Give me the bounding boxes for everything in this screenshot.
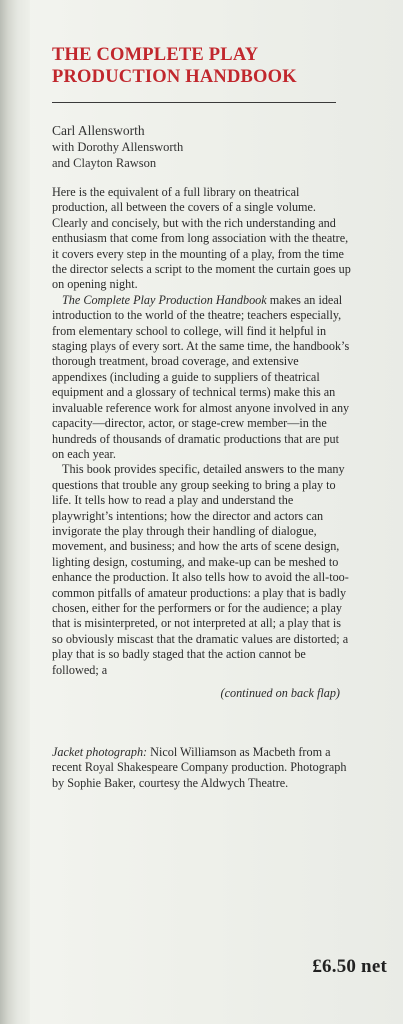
description-paragraph-2	[52, 293, 352, 462]
description-paragraph-3: This book provides specific, detailed answers to the many questions that trouble any group seeking to bring a play to life. It tells how to read a play and understand the playwright’s intentions; how the director and actors can invigorate the play through their handling of dialogue, movement, and business; and how the arts of scene design, lighting design, costuming, and make-up can be meshed to enhance the production. It also tells how to avoid the all-too-common pitfalls of amateur productions: a play that is badly chosen, either for the performers or for the audience; a play that is misinterpreted, or not interpreted at all; a play that is so obviously miscast that the dramatic values are distorted; a play that is so badly staged that the action cannot be followed; a	[52, 462, 349, 677]
photo-credit-label: Jacket photograph:	[52, 745, 148, 759]
title-divider	[52, 102, 336, 103]
author-secondary: with Dorothy Allensworth	[52, 140, 184, 154]
flap-fold-edge	[0, 0, 30, 1024]
flap-description	[52, 185, 352, 678]
book-title-line-2: PRODUCTION HANDBOOK	[52, 67, 297, 87]
price-label: £6.50 net	[312, 956, 387, 977]
book-title-italic: The Complete Play Production Handbook	[62, 292, 267, 307]
jacket-flap	[52, 44, 352, 791]
jacket-photo-credit	[52, 745, 352, 791]
description-paragraph-1: Here is the equivalent of a full library on theatrical production, all between the covers of a single volume. Clearly and concisely, but with the rich understanding and enthusiasm that come from long association with the theatre, it covers every step in the mounting of a play, from the time the director selects a script to the moment the curtain goes up on opening night.	[52, 185, 351, 292]
photo-credit-text: Nicol Williamson as Macbeth from a recent Royal Shakespeare Company production. Photograph by Sophie Baker, courtesy the Aldwych Theatre.	[52, 745, 347, 790]
book-title	[52, 44, 352, 88]
author-tertiary: and Clayton Rawson	[52, 156, 157, 170]
author-primary: Carl Allensworth	[52, 123, 145, 138]
continued-note: (continued on back flap)	[220, 686, 340, 700]
book-title-line-1: THE COMPLETE PLAY	[52, 45, 259, 65]
description-paragraph-2-text: makes an ideal introduction to the world of the theatre; teachers especially, from elementary school to college, will find it helpful in staging plays of every sort. At the same time, the handbook’s thorough treatment, broad coverage, and extensive appendixes (including a guide to suppliers of theatrical equipment and a glossary of technical terms) make this an invaluable reference work for almost anyone involved in any capacity—director, actor, or stage-crew member—in the hundreds of thousands of dramatic productions that are put on each year.	[52, 292, 350, 461]
author-credits	[52, 123, 352, 171]
